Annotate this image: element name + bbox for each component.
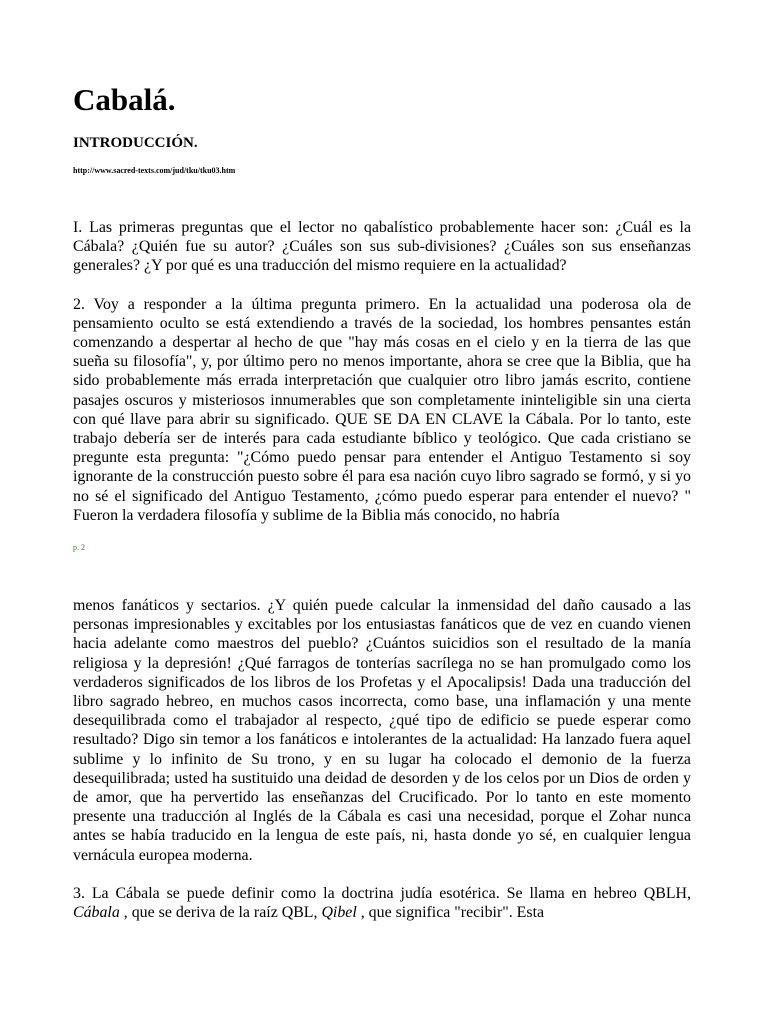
page-number-marker[interactable]: p. 2 xyxy=(73,543,85,553)
paragraph-1: I. Las primeras preguntas que el lector no qabalístico probablemente hacer son: ¿Cuál es la Cábala? ¿Quién fue su autor? ¿Cuáles son sus sub-divisiones? ¿Cuáles son sus enseñanzas generales? ¿Y por qué es una traducción del mismo requiere en la actualidad? xyxy=(73,219,691,275)
paragraph-4-text-c: , que significa "recibir". Esta xyxy=(356,904,545,922)
paragraph-4-text-b: , que se deriva de la raíz QBL, xyxy=(119,904,322,922)
term-cabala: Cábala xyxy=(73,904,120,922)
section-heading: INTRODUCCIÓN. xyxy=(73,135,198,151)
paragraph-2: 2. Voy a responder a la última pregunta primero. En la actualidad una poderosa ola de pensamiento oculto se está extendiendo a través de la sociedad, los hombres pensantes están comenzando a despertar al hecho de que "hay más cosas en el cielo y en la tierra de las que sueña su filosofía", y, por último pero no menos importante, ahora se cree que la Biblia, que ha sido probablemente más errada interpretación que cualquier otro libro jamás escrito, contiene pasajes oscuros y misteriosos innumerables que son completamente ininteligible sin una cierta con qué llave para abrir su significado. QUE SE DA EN CLAVE la Cábala. Por lo tanto, este trabajo debería ser de interés para cada estudiante bíblico y teológico. Que cada cristiano se pregunte esta pregunta: "¿Cómo puedo pensar para entender el Antiguo Testamento si soy ignorante de la construcción puesto sobre él para esa nación cuyo libro sagrado se formó, y si yo no sé el significado del Antiguo Testamento, ¿cómo puedo esperar para entender el nuevo? " Fueron la verdadera filosofía y sublime de la Biblia más conocido, no habría xyxy=(73,295,691,524)
page-title: Cabalá. xyxy=(73,82,176,117)
source-url[interactable]: http://www.sacred-texts.com/jud/tku/tku03.htm xyxy=(73,166,236,175)
paragraph-4-text-a: 3. La Cábala se puede definir como la doctrina judía esotérica. Se llama en hebreo QBLH, xyxy=(73,884,691,902)
paragraph-4 xyxy=(73,884,691,922)
term-qibel: Qibel xyxy=(321,904,357,922)
paragraph-3: menos fanáticos y sectarios. ¿Y quién puede calcular la inmensidad del daño causado a las personas impresionables y excitables por los entusiastas fanáticos que de vez en cuando vienen hacia adelante como maestros del pueblo? ¿Cuántos suicidios son el resultado de la manía religiosa y la depresión! ¿Qué farragos de tonterías sacrílega no se han promulgado como los verdaderos significados de los libros de los Profetas y el Apocalipsis! Dada una traducción del libro sagrado hebreo, en muchos casos incorrecta, como base, una inflamación y una mente desequilibrada como el trabajador al respecto, ¿qué tipo de edificio se puede esperar como resultado? Digo sin temor a los fanáticos e intolerantes de la actualidad: Ha lanzado fuera aquel sublime y lo infinito de Su trono, y en su lugar ha colocado el demonio de la fuerza desequilibrada; usted ha sustituido una deidad de desorden y de los celos por un Dios de orden y de amor, que ha pervertido las enseñanzas del Crucificado. Por lo tanto en este momento presente una traducción al Inglés de la Cábala es casi una necesidad, porque el Zohar nunca antes se había traducido en la lengua de este país, ni, hasta donde yo sé, en cualquier lengua vernácula europea moderna. xyxy=(73,597,691,864)
document-page xyxy=(73,82,691,922)
